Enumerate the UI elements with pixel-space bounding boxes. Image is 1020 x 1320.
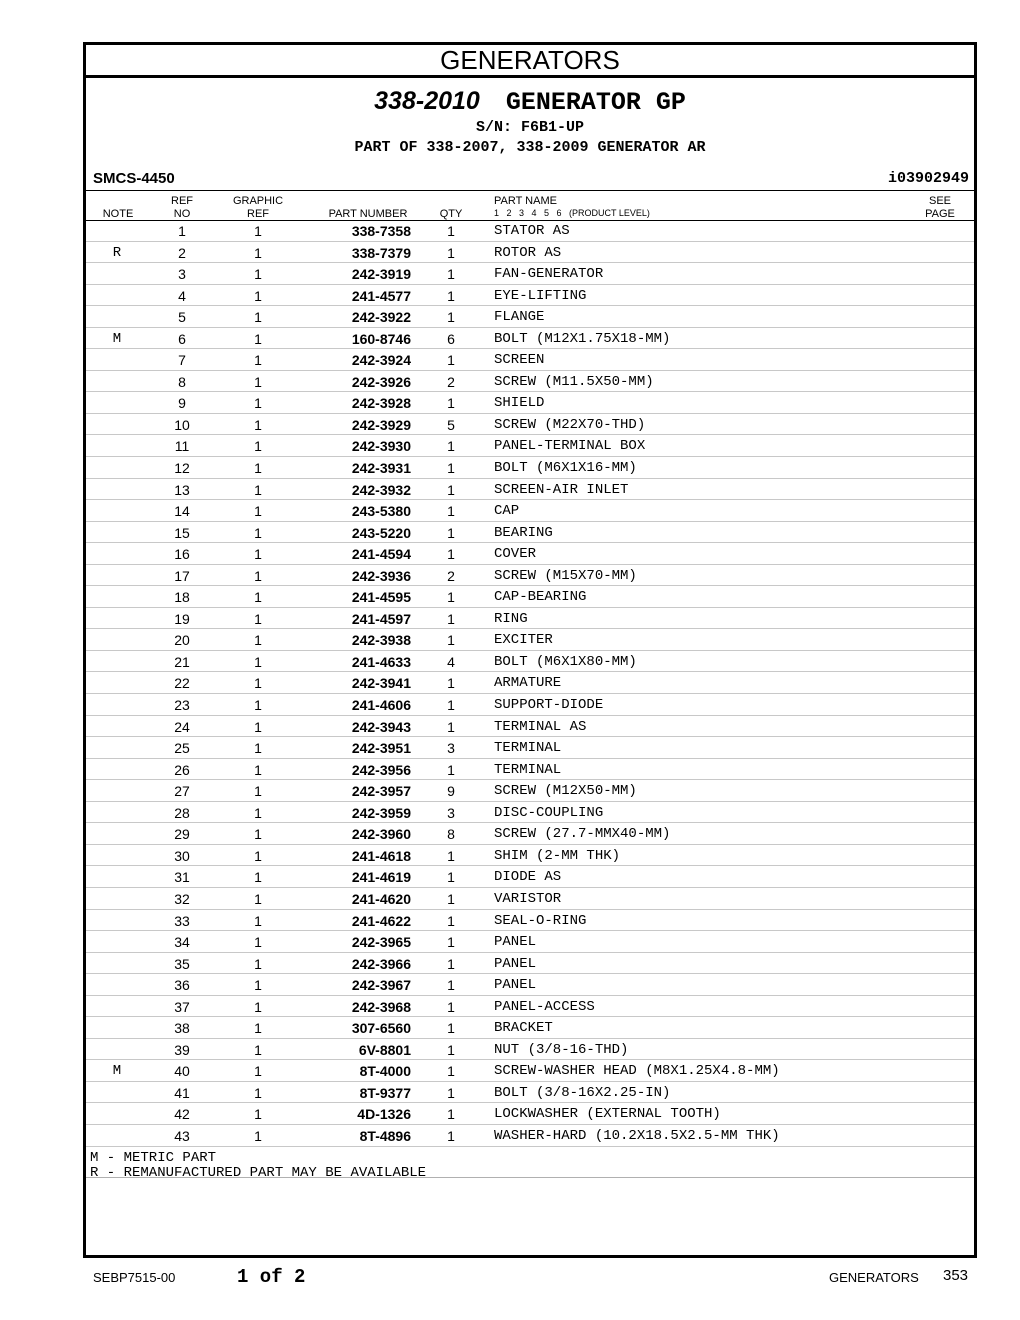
ref-number-cell: 33 [174,912,190,929]
part-number-cell: 307-6560 [351,1020,411,1037]
ref-number-cell: 42 [174,1106,190,1123]
ref-number-cell: 39 [174,1041,190,1058]
part-name-cell: STATOR AS [494,223,570,239]
part-number-cell: 242-3966 [351,955,411,972]
graphic-ref-cell: 1 [254,524,262,541]
ref-number-cell: 25 [174,740,190,757]
part-name-cell: BOLT (M6X1X80-MM) [494,653,637,670]
quantity-cell: 6 [447,330,455,347]
table-row [86,242,974,264]
quantity-cell: 1 [447,869,455,886]
part-number-cell: 242-3960 [351,826,411,843]
graphic-ref-cell: 1 [254,589,262,606]
note-cell: M [112,330,122,347]
part-name-cell: SHIM (2-MM THK) [494,847,621,864]
table-row [86,780,974,802]
quantity-cell: 1 [447,481,455,498]
part-name-cell: SEAL-O-RING [494,912,587,929]
ref-number-cell: 7 [178,352,186,369]
quantity-cell: 1 [447,503,455,520]
graphic-ref-cell: 1 [254,244,262,261]
quantity-cell: 1 [447,912,455,929]
ref-number-cell: 13 [174,481,190,498]
part-name-cell: SCREW-WASHER HEAD (M8X1.25X4.8-MM) [494,1063,780,1080]
graphic-ref-cell: 1 [254,869,262,886]
part-name-cell: SCREEN [494,352,545,369]
graphic-ref-cell: 1 [254,352,262,369]
part-number-cell: 241-4595 [351,589,411,606]
ref-number-cell: 2 [178,244,186,261]
table-row [86,565,974,587]
part-name-cell: ARMATURE [494,675,562,692]
graphic-ref-cell: 1 [254,912,262,929]
quantity-cell: 5 [447,416,455,433]
ref-number-cell: 35 [174,955,190,972]
quantity-cell: 1 [447,761,455,778]
part-name-cell: BEARING [494,524,553,541]
note-metric: M - METRIC PART [90,1150,217,1166]
part-name-cell: BOLT (M12X1.75X18-MM) [494,330,671,347]
graphic-ref-cell: 1 [254,697,262,714]
ref-number-cell: 23 [174,697,190,714]
header-ref-top: REF [171,195,193,207]
ref-number-cell: 21 [174,653,190,670]
part-name-cell: EXCITER [494,632,553,649]
table-row [86,392,974,414]
quantity-cell: 1 [447,675,455,692]
part-name-cell: SCREW (M12X50-MM) [494,783,637,800]
table-row [86,888,974,910]
graphic-ref-cell: 1 [254,1041,262,1058]
ref-number-cell: 26 [174,761,190,778]
ref-number-cell: 19 [174,610,190,627]
table-row [86,1017,974,1039]
part-number-cell: 8T-4000 [359,1063,411,1080]
quantity-cell: 1 [447,955,455,972]
part-name-cell: DIODE AS [494,869,562,886]
smcs-code: SMCS-4450 [93,170,175,187]
graphic-ref-cell: 1 [254,266,262,283]
table-row [86,1103,974,1125]
table-row [86,759,974,781]
serial-number: S/N: F6B1-UP [475,119,585,136]
graphic-ref-cell: 1 [254,977,262,994]
part-name-cell: BRACKET [494,1020,553,1037]
part-name-cell: WASHER-HARD (10.2X18.5X2.5-MM THK) [494,1127,780,1144]
ref-number-cell: 1 [178,223,186,239]
part-number-cell: 242-3936 [351,567,411,584]
table-row [86,823,974,845]
part-name-cell: TERMINAL [494,740,562,757]
table-row [86,349,974,371]
table-row [86,263,974,285]
ref-number-cell: 11 [174,438,190,455]
table-row [86,500,974,522]
quantity-cell: 1 [447,632,455,649]
part-number-cell: 241-4618 [351,847,411,864]
part-name-cell: CAP-BEARING [494,589,587,606]
quantity-cell: 1 [447,309,455,326]
quantity-cell: 1 [447,697,455,714]
graphic-ref-cell: 1 [254,826,262,843]
quantity-cell: 1 [447,223,455,239]
graphic-ref-cell: 1 [254,653,262,670]
graphic-ref-cell: 1 [254,287,262,304]
graphic-ref-cell: 1 [254,718,262,735]
ref-number-cell: 15 [174,524,190,541]
table-row [86,651,974,673]
part-name-cell: ROTOR AS [494,244,562,261]
header-part-name: PART NAME [494,195,557,207]
graphic-ref-cell: 1 [254,761,262,778]
table-row [86,931,974,953]
ref-number-cell: 28 [174,804,190,821]
ref-number-cell: 22 [174,675,190,692]
footer-section: GENERATORS [829,1270,919,1285]
part-number-cell: 242-3957 [351,783,411,800]
graphic-ref-cell: 1 [254,567,262,584]
quantity-cell: 3 [447,740,455,757]
quantity-cell: 1 [447,460,455,477]
table-row [86,672,974,694]
quantity-cell: 1 [447,1020,455,1037]
quantity-cell: 1 [447,934,455,951]
ref-number-cell: 10 [174,416,190,433]
table-row [86,371,974,393]
graphic-ref-cell: 1 [254,740,262,757]
table-row [86,629,974,651]
quantity-cell: 1 [447,977,455,994]
part-name-cell: PANEL [494,955,537,972]
part-number-cell: 241-4606 [351,697,411,714]
part-number-cell: 242-3965 [351,934,411,951]
part-name-cell: SCREEN-AIR INLET [494,481,629,498]
header-note: NOTE [102,208,134,220]
graphic-ref-cell: 1 [254,460,262,477]
quantity-cell: 1 [447,524,455,541]
quantity-cell: 1 [447,998,455,1015]
graphic-ref-cell: 1 [254,1127,262,1144]
part-name-cell: EYE-LIFTING [494,287,587,304]
quantity-cell: 1 [447,1063,455,1080]
part-number-cell: 160-8746 [351,330,411,347]
ref-number-cell: 8 [178,373,186,390]
graphic-ref-cell: 1 [254,955,262,972]
table-row [86,457,974,479]
quantity-cell: 1 [447,352,455,369]
part-name-cell: RING [494,610,528,627]
note-cell: R [112,244,122,261]
part-name-cell: NUT (3/8-16-THD) [494,1041,629,1058]
part-name-cell: CAP [494,503,520,520]
part-name-cell: PANEL-ACCESS [494,998,595,1015]
table-row [86,1060,974,1082]
part-name-cell: BOLT (M6X1X16-MM) [494,460,637,477]
part-number-cell: 243-5380 [351,503,411,520]
graphic-ref-cell: 1 [254,416,262,433]
part-number-cell: 242-3951 [351,740,411,757]
quantity-cell: 2 [447,567,455,584]
header-ref-bottom: NO [173,208,191,220]
part-number-cell: 242-3926 [351,373,411,390]
graphic-ref-cell: 1 [254,1106,262,1123]
graphic-ref-cell: 1 [254,675,262,692]
part-number-cell: 242-3941 [351,675,411,692]
header-see-bottom: PAGE [925,208,955,220]
graphic-ref-cell: 1 [254,804,262,821]
ref-number-cell: 16 [174,546,190,563]
table-row [86,802,974,824]
quantity-cell: 3 [447,804,455,821]
part-name-cell: COVER [494,546,537,563]
table-row [86,716,974,738]
table-row [86,435,974,457]
table-row [86,285,974,307]
part-number-cell: 242-3938 [351,632,411,649]
graphic-ref-cell: 1 [254,546,262,563]
table-row [86,306,974,328]
table-row [86,414,974,436]
ref-number-cell: 9 [178,395,186,412]
part-number-cell: 242-3959 [351,804,411,821]
quantity-cell: 1 [447,287,455,304]
notes-block [90,1151,426,1181]
quantity-cell: 4 [447,653,455,670]
quantity-cell: 1 [447,847,455,864]
graphic-ref-cell: 1 [254,890,262,907]
part-number-cell: 241-4577 [351,287,411,304]
part-number-cell: 338-7379 [351,244,411,261]
ref-number-cell: 29 [174,826,190,843]
part-name-cell: SCREW (27.7-MMX40-MM) [494,826,671,843]
part-name-cell: SCREW (M15X70-MM) [494,567,637,584]
ref-number-cell: 5 [178,309,186,326]
ref-number-cell: 38 [174,1020,190,1037]
ref-number-cell: 41 [174,1084,190,1101]
ref-number-cell: 3 [178,266,186,283]
ref-number-cell: 14 [174,503,190,520]
graphic-ref-cell: 1 [254,373,262,390]
header-product-levels: 1 2 3 4 5 6 (PRODUCT LEVEL) [494,208,650,218]
quantity-cell: 1 [447,438,455,455]
part-number-cell: 338-7358 [351,223,411,239]
footer-doc-code: SEBP7515-00 [93,1270,176,1285]
quantity-cell: 1 [447,718,455,735]
part-name-cell: SCREW (M22X70-THD) [494,416,646,433]
header-graphic-top: GRAPHIC [232,195,284,207]
table-row [86,608,974,630]
part-name-cell: TERMINAL [494,761,562,778]
table-row [86,522,974,544]
quantity-cell: 1 [447,1041,455,1058]
ref-number-cell: 27 [174,783,190,800]
quantity-cell: 1 [447,266,455,283]
table-row [86,694,974,716]
quantity-cell: 2 [447,373,455,390]
part-number-cell: 241-4622 [351,912,411,929]
part-number-cell: 4D-1326 [357,1106,411,1123]
part-name-cell: PANEL [494,934,537,951]
part-name-cell: SCREW (M11.5X50-MM) [494,373,654,390]
ref-number-cell: 17 [174,567,190,584]
header-see-top: SEE [928,195,951,207]
table-row [86,1125,974,1147]
ref-number-cell: 20 [174,632,190,649]
part-number-cell: 242-3931 [351,460,411,477]
footer-page-number: 353 [943,1267,969,1284]
quantity-cell: 1 [447,1084,455,1101]
part-name-cell: LOCKWASHER (EXTERNAL TOOTH) [494,1106,721,1123]
document-id: i03902949 [887,170,969,187]
table-row [86,953,974,975]
table-row [86,974,974,996]
part-name-cell: VARISTOR [494,890,562,907]
part-number-cell: 242-3932 [351,481,411,498]
table-row [86,543,974,565]
part-name-cell: DISC-COUPLING [494,804,604,821]
group-number: 338-2010 [374,87,480,115]
table-row [86,910,974,932]
ref-number-cell: 37 [174,998,190,1015]
part-number-cell: 242-3956 [351,761,411,778]
part-name-cell: PANEL [494,977,537,994]
graphic-ref-cell: 1 [254,610,262,627]
quantity-cell: 1 [447,395,455,412]
ref-number-cell: 31 [174,869,190,886]
graphic-ref-cell: 1 [254,783,262,800]
part-name-cell: FAN-GENERATOR [494,266,604,283]
ref-number-cell: 24 [174,718,190,735]
group-name: GENERATOR GP [505,88,686,117]
graphic-ref-cell: 1 [254,632,262,649]
ref-number-cell: 4 [178,287,186,304]
graphic-ref-cell: 1 [254,847,262,864]
graphic-ref-cell: 1 [254,330,262,347]
graphic-ref-cell: 1 [254,395,262,412]
part-name-cell: FLANGE [494,309,545,326]
section-band: GENERATORS [86,45,974,78]
part-number-cell: 241-4633 [351,653,411,670]
table-row [86,866,974,888]
quantity-cell: 8 [447,826,455,843]
part-name-cell: SUPPORT-DIODE [494,697,604,714]
part-number-cell: 242-3929 [351,416,411,433]
part-name-cell: BOLT (3/8-16X2.25-IN) [494,1084,671,1101]
part-name-cell: PANEL-TERMINAL BOX [494,438,646,455]
header-qty: QTY [439,208,463,220]
graphic-ref-cell: 1 [254,1063,262,1080]
ref-number-cell: 18 [174,589,190,606]
part-number-cell: 242-3968 [351,998,411,1015]
part-number-cell: 8T-4896 [359,1127,411,1144]
ref-number-cell: 12 [174,460,190,477]
ref-number-cell: 36 [174,977,190,994]
table-row [86,586,974,608]
quantity-cell: 1 [447,1106,455,1123]
quantity-cell: 1 [447,610,455,627]
graphic-ref-cell: 1 [254,1084,262,1101]
header-rule-top [86,190,974,191]
part-number-cell: 242-3930 [351,438,411,455]
graphic-ref-cell: 1 [254,223,262,239]
part-number-cell: 243-5220 [351,524,411,541]
ref-number-cell: 34 [174,934,190,951]
graphic-ref-cell: 1 [254,309,262,326]
part-number-cell: 242-3967 [351,977,411,994]
part-number-cell: 241-4597 [351,610,411,627]
part-name-cell: TERMINAL AS [494,718,587,735]
part-number-cell: 8T-9377 [359,1084,411,1101]
part-number-cell: 242-3924 [351,352,411,369]
quantity-cell: 1 [447,890,455,907]
part-number-cell: 242-3922 [351,309,411,326]
quantity-cell: 1 [447,589,455,606]
ref-number-cell: 43 [174,1127,190,1144]
table-row [86,328,974,350]
part-number-cell: 242-3919 [351,266,411,283]
quantity-cell: 1 [447,546,455,563]
header-part-number: PART NUMBER [328,208,408,220]
graphic-ref-cell: 1 [254,438,262,455]
table-row [86,1082,974,1104]
graphic-ref-cell: 1 [254,998,262,1015]
graphic-ref-cell: 1 [254,934,262,951]
table-row [86,479,974,501]
parts-table-body [86,220,974,1147]
table-row [86,737,974,759]
group-title [86,87,974,117]
graphic-ref-cell: 1 [254,503,262,520]
ref-number-cell: 40 [174,1063,190,1080]
part-number-cell: 242-3928 [351,395,411,412]
parts-page-frame [83,42,977,1258]
ref-number-cell: 30 [174,847,190,864]
table-row [86,1039,974,1061]
part-number-cell: 241-4620 [351,890,411,907]
table-row [86,996,974,1018]
graphic-ref-cell: 1 [254,1020,262,1037]
note-remanufactured: R - REMANUFACTURED PART MAY BE AVAILABLE [90,1165,427,1181]
part-number-cell: 241-4594 [351,546,411,563]
quantity-cell: 1 [447,1127,455,1144]
note-cell: M [112,1063,122,1080]
ref-number-cell: 6 [178,330,186,347]
part-of-line: PART OF 338-2007, 338-2009 GENERATOR AR [354,139,706,156]
ref-number-cell: 32 [174,890,190,907]
part-number-cell: 242-3943 [351,718,411,735]
part-number-cell: 241-4619 [351,869,411,886]
header-graphic-bottom: REF [247,208,269,220]
table-row [86,845,974,867]
table-row [86,220,974,242]
footer-page-count: 1 of 2 [237,1266,306,1288]
part-number-cell: 6V-8801 [358,1041,411,1058]
quantity-cell: 1 [447,244,455,261]
part-name-cell: SHIELD [494,395,545,412]
quantity-cell: 9 [447,783,455,800]
graphic-ref-cell: 1 [254,481,262,498]
